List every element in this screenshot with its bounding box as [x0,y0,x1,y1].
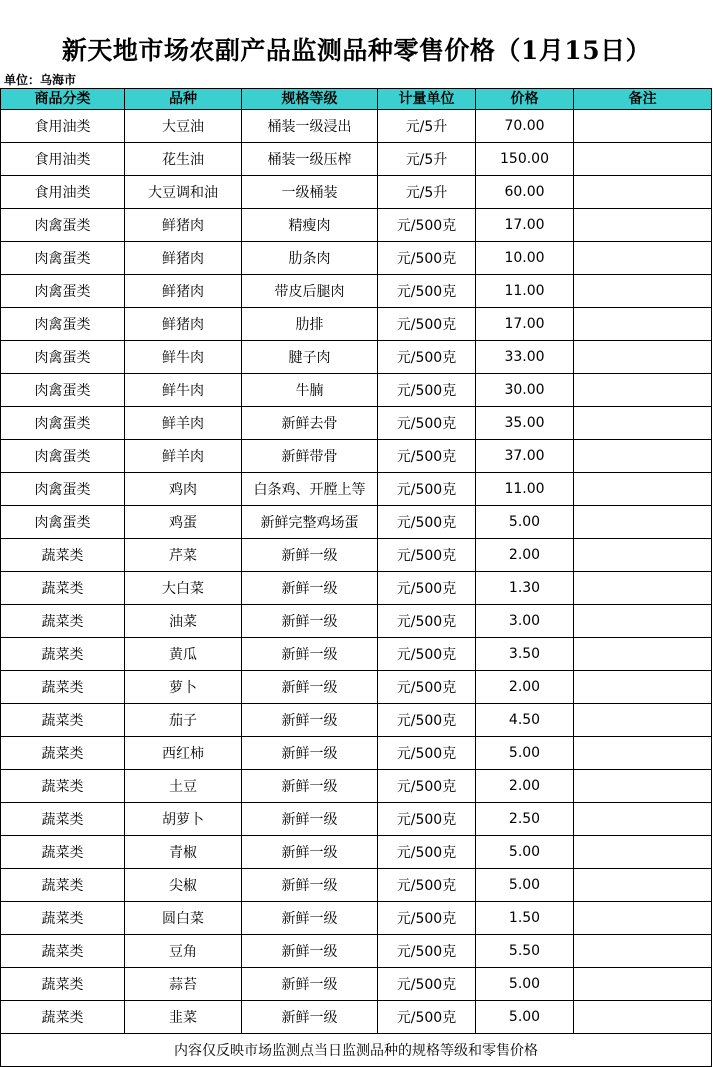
variety-cell: 鲜猪肉 [125,209,242,242]
grade-cell: 新鲜一级 [242,1001,378,1034]
unit-cell: 元/500克 [378,869,476,902]
table-row [1,572,712,605]
table-row [1,770,712,803]
table-row [1,407,712,440]
remarks-cell [574,176,712,209]
price-cell: 3.00 [476,605,574,638]
variety-cell: 鲜牛肉 [125,374,242,407]
grade-cell: 新鲜一级 [242,704,378,737]
variety-cell: 韭菜 [125,1001,242,1034]
grade-cell: 新鲜一级 [242,803,378,836]
col-header-price: 价格 [476,89,574,110]
variety-cell: 鲜羊肉 [125,440,242,473]
category-cell: 肉禽蛋类 [1,341,125,374]
unit-cell: 元/500克 [378,968,476,1001]
category-cell: 肉禽蛋类 [1,473,125,506]
remarks-cell [574,704,712,737]
table-row [1,473,712,506]
category-cell: 食用油类 [1,176,125,209]
unit-cell: 元/500克 [378,737,476,770]
table-row [1,836,712,869]
grade-cell: 新鲜一级 [242,605,378,638]
price-cell: 4.50 [476,704,574,737]
variety-cell: 茄子 [125,704,242,737]
footer-row [1,1034,712,1067]
table-row [1,902,712,935]
remarks-cell [574,869,712,902]
grade-cell: 精瘦肉 [242,209,378,242]
table-row [1,704,712,737]
unit-cell: 元/500克 [378,902,476,935]
unit-cell: 元/500克 [378,440,476,473]
unit-cell: 元/500克 [378,539,476,572]
category-cell: 蔬菜类 [1,968,125,1001]
price-cell: 30.00 [476,374,574,407]
table-row [1,737,712,770]
unit-cell: 元/500克 [378,935,476,968]
table-row [1,374,712,407]
unit-cell: 元/500克 [378,671,476,704]
remarks-cell [574,374,712,407]
remarks-cell [574,572,712,605]
remarks-cell [574,506,712,539]
unit-cell: 元/500克 [378,308,476,341]
variety-cell: 鲜牛肉 [125,341,242,374]
remarks-cell [574,737,712,770]
price-cell: 33.00 [476,341,574,374]
remarks-cell [574,803,712,836]
remarks-cell [574,407,712,440]
page-title: 新天地市场农副产品监测品种零售价格（1月15日） [61,36,652,65]
category-cell: 蔬菜类 [1,803,125,836]
price-cell: 10.00 [476,242,574,275]
unit-cell: 元/5升 [378,176,476,209]
grade-cell: 肋排 [242,308,378,341]
category-cell: 肉禽蛋类 [1,308,125,341]
variety-cell: 青椒 [125,836,242,869]
grade-cell: 桶装一级压榨 [242,143,378,176]
price-cell: 17.00 [476,209,574,242]
variety-cell: 圆白菜 [125,902,242,935]
category-cell: 肉禽蛋类 [1,440,125,473]
unit-cell: 元/500克 [378,638,476,671]
category-cell: 食用油类 [1,143,125,176]
unit-cell: 元/5升 [378,143,476,176]
unit-cell: 元/500克 [378,374,476,407]
category-cell: 肉禽蛋类 [1,374,125,407]
variety-cell: 胡萝卜 [125,803,242,836]
remarks-cell [574,902,712,935]
remarks-cell [574,836,712,869]
footer-note: 内容仅反映市场监测点当日监测品种的规格等级和零售价格 [1,1034,712,1067]
table-row [1,539,712,572]
price-cell: 2.00 [476,770,574,803]
remarks-cell [574,1001,712,1034]
variety-cell: 花生油 [125,143,242,176]
grade-cell: 新鲜一级 [242,638,378,671]
variety-cell: 鸡肉 [125,473,242,506]
remarks-cell [574,539,712,572]
grade-cell: 新鲜一级 [242,869,378,902]
col-header-unit: 计量单位 [378,89,476,110]
category-cell: 蔬菜类 [1,770,125,803]
remarks-cell [574,308,712,341]
price-cell: 2.00 [476,539,574,572]
grade-cell: 新鲜一级 [242,902,378,935]
table-row [1,341,712,374]
unit-cell: 元/500克 [378,803,476,836]
grade-cell: 新鲜一级 [242,968,378,1001]
variety-cell: 大豆调和油 [125,176,242,209]
grade-cell: 白条鸡、开膛上等 [242,473,378,506]
price-cell: 37.00 [476,440,574,473]
price-table [0,88,712,1067]
table-row [1,605,712,638]
unit-label: 单位：乌海市 [4,73,77,87]
price-cell: 5.00 [476,1001,574,1034]
price-cell: 60.00 [476,176,574,209]
unit-cell: 元/500克 [378,836,476,869]
grade-cell: 新鲜一级 [242,539,378,572]
table-row [1,638,712,671]
col-header-variety: 品种 [125,89,242,110]
grade-cell: 新鲜一级 [242,770,378,803]
table-row [1,935,712,968]
price-cell: 70.00 [476,110,574,143]
grade-cell: 新鲜一级 [242,836,378,869]
category-cell: 肉禽蛋类 [1,275,125,308]
category-cell: 肉禽蛋类 [1,242,125,275]
variety-cell: 豆角 [125,935,242,968]
grade-cell: 带皮后腿肉 [242,275,378,308]
category-cell: 蔬菜类 [1,572,125,605]
grade-cell: 新鲜一级 [242,935,378,968]
unit-cell: 元/500克 [378,341,476,374]
variety-cell: 鲜猪肉 [125,242,242,275]
variety-cell: 尖椒 [125,869,242,902]
category-cell: 食用油类 [1,110,125,143]
table-row [1,968,712,1001]
category-cell: 蔬菜类 [1,902,125,935]
price-cell: 11.00 [476,473,574,506]
price-cell: 17.00 [476,308,574,341]
table-row [1,275,712,308]
grade-cell: 新鲜带骨 [242,440,378,473]
unit-cell: 元/500克 [378,275,476,308]
price-cell: 150.00 [476,143,574,176]
remarks-cell [574,275,712,308]
unit-cell: 元/500克 [378,242,476,275]
table-row [1,671,712,704]
unit-cell: 元/5升 [378,110,476,143]
table-row [1,143,712,176]
price-cell: 2.50 [476,803,574,836]
grade-cell: 新鲜一级 [242,572,378,605]
category-cell: 蔬菜类 [1,539,125,572]
variety-cell: 油菜 [125,605,242,638]
variety-cell: 鲜猪肉 [125,308,242,341]
category-cell: 蔬菜类 [1,605,125,638]
remarks-cell [574,209,712,242]
variety-cell: 大豆油 [125,110,242,143]
category-cell: 蔬菜类 [1,1001,125,1034]
variety-cell: 芹菜 [125,539,242,572]
category-cell: 蔬菜类 [1,671,125,704]
variety-cell: 西红柿 [125,737,242,770]
unit-cell: 元/500克 [378,770,476,803]
table-row [1,110,712,143]
remarks-cell [574,473,712,506]
category-cell: 蔬菜类 [1,836,125,869]
price-cell: 3.50 [476,638,574,671]
price-cell: 2.00 [476,671,574,704]
unit-cell: 元/500克 [378,407,476,440]
remarks-cell [574,968,712,1001]
remarks-cell [574,638,712,671]
variety-cell: 萝卜 [125,671,242,704]
grade-cell: 桶装一级浸出 [242,110,378,143]
unit-cell: 元/500克 [378,605,476,638]
remarks-cell [574,770,712,803]
grade-cell: 新鲜一级 [242,671,378,704]
table-row [1,869,712,902]
table-row [1,1001,712,1034]
category-cell: 蔬菜类 [1,935,125,968]
remarks-cell [574,440,712,473]
price-cell: 35.00 [476,407,574,440]
variety-cell: 大白菜 [125,572,242,605]
remarks-cell [574,605,712,638]
grade-cell: 一级桶装 [242,176,378,209]
unit-cell: 元/500克 [378,1001,476,1034]
unit-cell: 元/500克 [378,209,476,242]
price-cell: 5.00 [476,836,574,869]
variety-cell: 黄瓜 [125,638,242,671]
table-row [1,209,712,242]
remarks-cell [574,242,712,275]
category-cell: 肉禽蛋类 [1,506,125,539]
price-cell: 11.00 [476,275,574,308]
price-cell: 5.00 [476,968,574,1001]
remarks-cell [574,110,712,143]
remarks-cell [574,341,712,374]
table-row [1,176,712,209]
col-header-remarks: 备注 [574,89,712,110]
variety-cell: 土豆 [125,770,242,803]
variety-cell: 鸡蛋 [125,506,242,539]
price-cell: 1.50 [476,902,574,935]
category-cell: 肉禽蛋类 [1,407,125,440]
grade-cell: 新鲜一级 [242,737,378,770]
category-cell: 蔬菜类 [1,638,125,671]
table-row [1,308,712,341]
unit-cell: 元/500克 [378,473,476,506]
variety-cell: 鲜猪肉 [125,275,242,308]
table-row [1,803,712,836]
price-cell: 1.30 [476,572,574,605]
category-cell: 蔬菜类 [1,704,125,737]
variety-cell: 鲜羊肉 [125,407,242,440]
price-cell: 5.50 [476,935,574,968]
category-cell: 蔬菜类 [1,737,125,770]
price-cell: 5.00 [476,737,574,770]
unit-cell: 元/500克 [378,704,476,737]
category-cell: 肉禽蛋类 [1,209,125,242]
remarks-cell [574,935,712,968]
price-cell: 5.00 [476,869,574,902]
grade-cell: 新鲜去骨 [242,407,378,440]
unit-cell: 元/500克 [378,506,476,539]
grade-cell: 肋条肉 [242,242,378,275]
category-cell: 蔬菜类 [1,869,125,902]
col-header-grade: 规格等级 [242,89,378,110]
table-row [1,506,712,539]
price-cell: 5.00 [476,506,574,539]
col-header-category: 商品分类 [1,89,125,110]
table-row [1,242,712,275]
table-row [1,440,712,473]
remarks-cell [574,143,712,176]
grade-cell: 腱子肉 [242,341,378,374]
remarks-cell [574,671,712,704]
grade-cell: 新鲜完整鸡场蛋 [242,506,378,539]
grade-cell: 牛腩 [242,374,378,407]
header-row [1,89,712,110]
variety-cell: 蒜苔 [125,968,242,1001]
unit-cell: 元/500克 [378,572,476,605]
